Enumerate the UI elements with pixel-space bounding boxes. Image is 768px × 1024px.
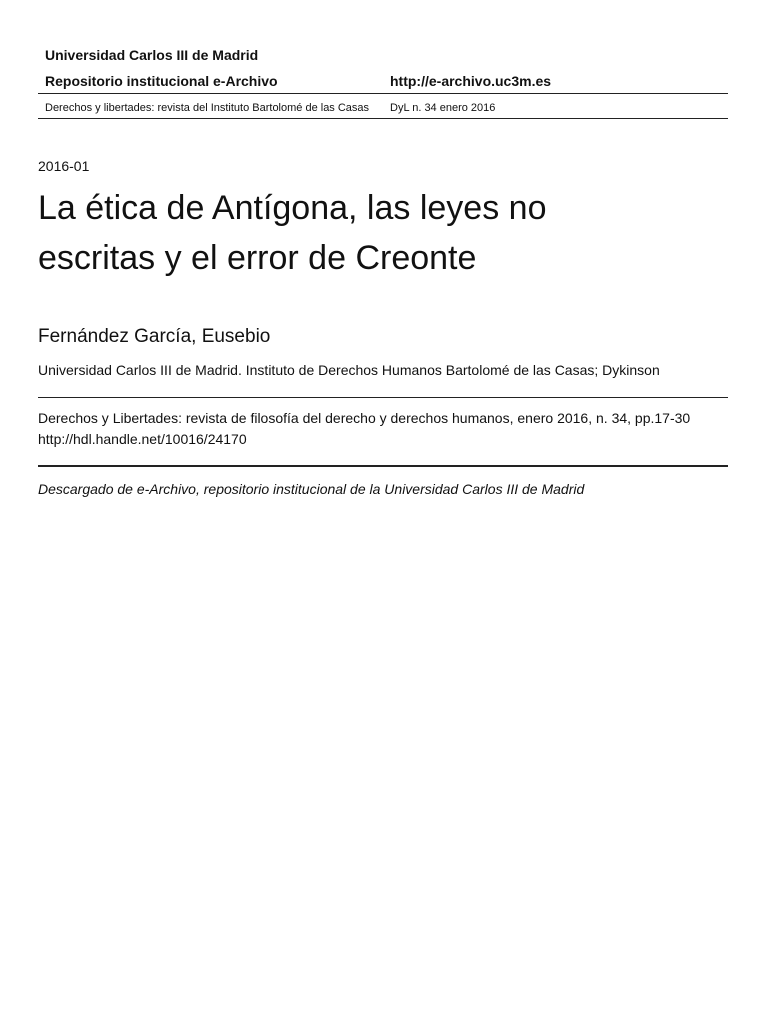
repository-name: Repositorio institucional e-Archivo bbox=[45, 73, 278, 89]
handle-link[interactable]: http://hdl.handle.net/10016/24170 bbox=[38, 431, 247, 447]
university-name: Universidad Carlos III de Madrid bbox=[45, 47, 259, 63]
citation-divider bbox=[38, 465, 728, 467]
downloaded-note: Descargado de e-Archivo, repositorio institucional de la Universidad Carlos III de Madrid bbox=[38, 481, 585, 497]
document-title: La ética de Antígona, las leyes no escritas y el error de Creonte bbox=[38, 189, 547, 277]
citation-text: Derechos y Libertades: revista de filosofía del derecho y derechos humanos, enero 2016, n. 34, pp.17-30 bbox=[38, 410, 691, 426]
issue-label: DyL n. 34 enero 2016 bbox=[390, 102, 496, 114]
author-name: Fernández García, Eusebio bbox=[38, 326, 271, 347]
publication-date: 2016-01 bbox=[38, 158, 90, 174]
author-affiliation: Universidad Carlos III de Madrid. Instituto de Derechos Humanos Bartolomé de las Casas; Dykinson bbox=[38, 362, 660, 378]
affiliation-divider bbox=[38, 397, 728, 398]
header-divider-bottom bbox=[38, 118, 728, 119]
journal-short-title: Derechos y libertades: revista del Instituto Bartolomé de las Casas bbox=[45, 102, 370, 114]
repository-url-link[interactable]: http://e-archivo.uc3m.es bbox=[390, 73, 552, 89]
header-divider-top bbox=[38, 93, 728, 94]
